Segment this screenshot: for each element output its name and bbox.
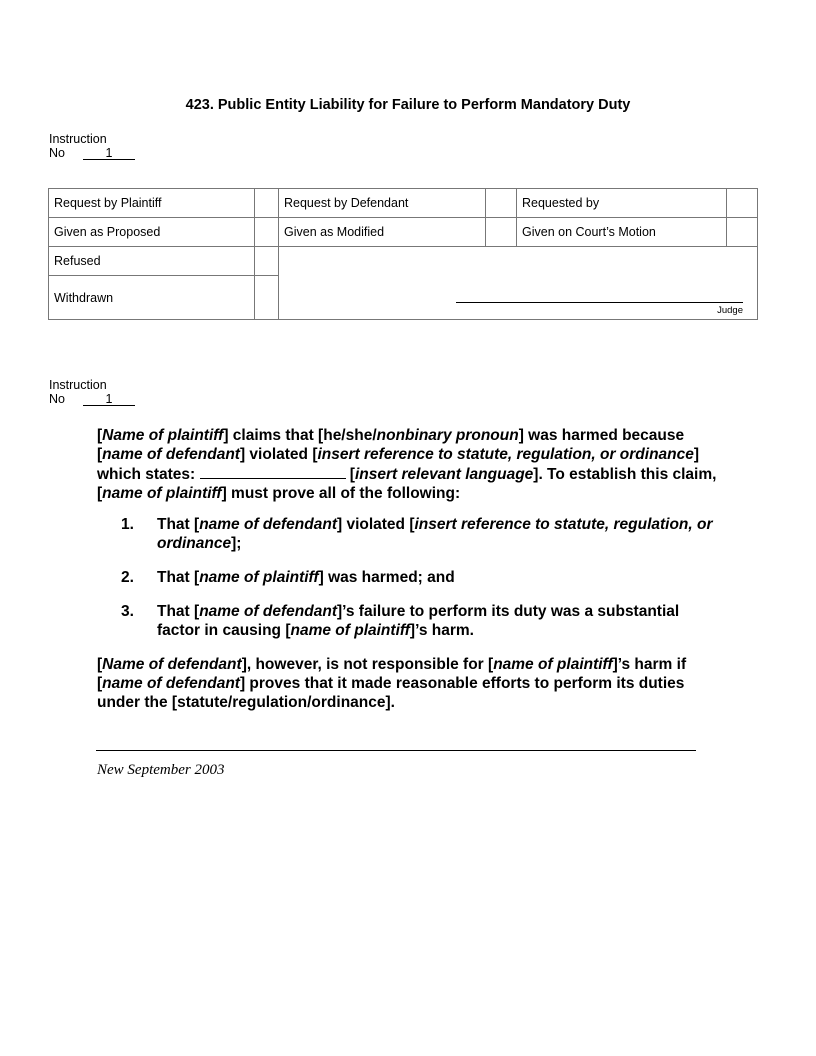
placeholder-text: insert reference to statute, regulation, or ordinance <box>157 516 713 552</box>
placeholder-text: name of defendant <box>102 675 240 692</box>
instruction-disposition-table <box>48 188 758 320</box>
fill-in-blank[interactable] <box>200 464 346 479</box>
element-number: 1. <box>121 516 134 533</box>
request-by-plaintiff-label: Request by Plaintiff <box>49 189 255 218</box>
element-text <box>157 602 722 640</box>
no-label: No <box>49 392 65 406</box>
instruction-label: Instruction <box>49 132 107 146</box>
placeholder-text: Name of plaintiff <box>102 427 224 444</box>
text-segment: ] claims that [he/she/ <box>223 427 377 444</box>
page-title: 423. Public Entity Liability for Failure to Perform Mandatory Duty <box>185 97 631 113</box>
text-segment: ] proves that it made reasonable efforts to perform its duties under the [statute/regulation/ordinance]. <box>97 675 685 711</box>
text-segment: ] was harmed because [ <box>97 427 685 463</box>
judge-label: Judge <box>717 305 743 316</box>
judge-signature-line[interactable] <box>456 302 743 303</box>
text-segment: ]’s harm if [ <box>97 656 687 692</box>
text-segment: That [ <box>157 603 200 620</box>
text-segment: ], however, is not responsible for [ <box>241 656 494 673</box>
instruction-number: 1 <box>83 147 135 160</box>
placeholder-text: nonbinary pronoun <box>376 427 519 444</box>
element-number: 2. <box>121 569 134 586</box>
withdrawn-box[interactable] <box>255 276 279 320</box>
intro-paragraph <box>97 426 717 503</box>
text-segment: ] violated [ <box>336 516 415 533</box>
refused-box[interactable] <box>255 247 279 276</box>
instruction-label: Instruction <box>49 378 107 392</box>
placeholder-text: name of plaintiff <box>493 656 613 673</box>
text-segment: ] was harmed; and <box>318 569 455 586</box>
request-by-plaintiff-box[interactable] <box>255 189 279 218</box>
requested-by-label: Requested by <box>517 189 727 218</box>
text-segment: ]’s harm. <box>409 622 474 639</box>
text-segment: ] violated [ <box>239 446 318 463</box>
placeholder-text: insert relevant language <box>354 466 534 483</box>
placeholder-text: name of plaintiff <box>199 569 319 586</box>
given-as-proposed-box[interactable] <box>255 218 279 247</box>
element-text <box>157 568 722 587</box>
text-segment: ]; <box>231 535 242 552</box>
instruction-number: 1 <box>83 393 135 406</box>
text-segment: [ <box>345 466 355 483</box>
text-segment: ] must prove all of the following: <box>221 485 461 502</box>
given-on-courts-motion-box[interactable] <box>727 218 758 247</box>
placeholder-text: Name of defendant <box>102 656 242 673</box>
instruction-number-block-2 <box>49 378 135 406</box>
requested-by-box[interactable] <box>727 189 758 218</box>
instruction-number-block <box>49 132 135 160</box>
placeholder-text: insert reference to statute, regulation, or ordinance <box>317 446 694 463</box>
text-segment: [ <box>97 427 103 444</box>
given-on-courts-motion-label: Given on Court’s Motion <box>517 218 727 247</box>
withdrawn-label: Withdrawn <box>49 276 255 320</box>
no-label: No <box>49 146 65 160</box>
placeholder-text: name of plaintiff <box>290 622 410 639</box>
placeholder-text: name of plaintiff <box>102 485 222 502</box>
element-number: 3. <box>121 603 134 620</box>
request-by-defendant-label: Request by Defendant <box>279 189 486 218</box>
closing-paragraph <box>97 655 717 712</box>
given-as-modified-box[interactable] <box>486 218 517 247</box>
text-segment: ]. To establish this claim, [ <box>97 466 717 502</box>
text-segment: ] which states: <box>97 446 700 483</box>
divider <box>96 750 696 751</box>
refused-label: Refused <box>49 247 255 276</box>
given-as-proposed-label: Given as Proposed <box>49 218 255 247</box>
judge-signature-area <box>279 247 758 320</box>
placeholder-text: name of defendant <box>102 446 240 463</box>
text-segment: That [ <box>157 569 200 586</box>
placeholder-text: name of defendant <box>199 516 337 533</box>
placeholder-text: name of defendant <box>199 603 337 620</box>
request-by-defendant-box[interactable] <box>486 189 517 218</box>
revision-note: New September 2003 <box>97 762 225 778</box>
given-as-modified-label: Given as Modified <box>279 218 486 247</box>
text-segment: That [ <box>157 516 200 533</box>
element-text <box>157 515 722 553</box>
text-segment: ]’s failure to perform its duty was a substantial factor in causing [ <box>157 603 680 639</box>
text-segment: [ <box>97 656 103 673</box>
